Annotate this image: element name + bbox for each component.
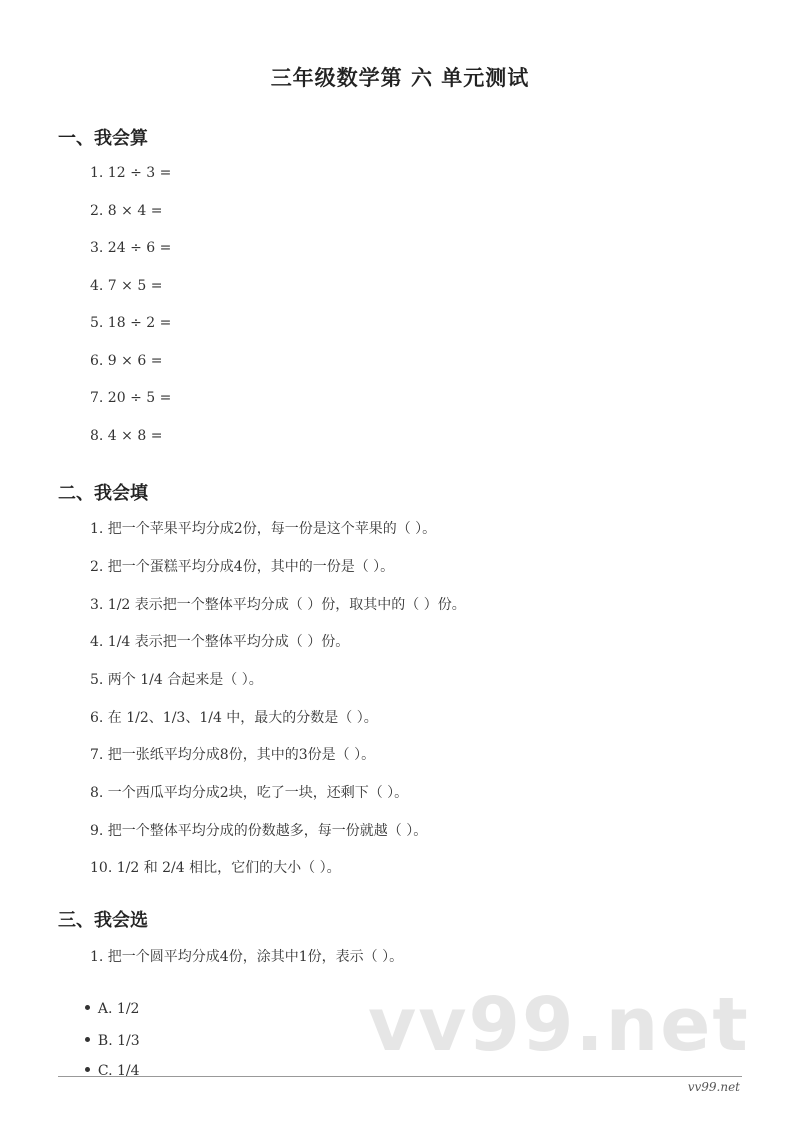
option-a xyxy=(76,985,139,1017)
watermark: vv99.net xyxy=(368,982,750,1068)
footer-site: vv99.net xyxy=(687,1080,740,1094)
option-c-label: C. 1/4 xyxy=(97,1063,140,1079)
calc-item-4: 4. 7 × 5 = xyxy=(90,278,163,294)
option-a-label: A. 1/2 xyxy=(97,1001,140,1017)
section-heading-fill: 二、我会填 xyxy=(58,483,148,504)
section-heading-choose: 三、我会选 xyxy=(58,910,148,931)
footer-divider xyxy=(58,1076,742,1077)
fill-item-6: 6. 在 1/2、1/3、1/4 中，最大的分数是（ ）。 xyxy=(90,710,378,726)
calc-item-3: 3. 24 ÷ 6 = xyxy=(90,240,172,256)
fill-item-10: 10. 1/2 和 2/4 相比，它们的大小（ ）。 xyxy=(90,860,341,876)
fill-item-3: 3. 1/2 表示把一个整体平均分成（ ）份，取其中的（ ）份。 xyxy=(90,597,466,613)
bullet-icon xyxy=(85,1067,90,1072)
page-title: 三年级数学第 六 单元测试 xyxy=(270,65,530,90)
option-c xyxy=(76,1047,140,1079)
bullet-icon xyxy=(85,1005,90,1010)
section-heading-calculate: 一、我会算 xyxy=(58,128,148,149)
choose-item-1: 1. 把一个圆平均分成4份，涂其中1份，表示（ ）。 xyxy=(90,949,404,965)
fill-item-2: 2. 把一个蛋糕平均分成4份，其中的一份是（ ）。 xyxy=(90,559,395,575)
calc-item-7: 7. 20 ÷ 5 = xyxy=(90,390,172,406)
fill-item-9: 9. 把一个整体平均分成的份数越多，每一份就越（ ）。 xyxy=(90,823,428,839)
fill-item-5: 5. 两个 1/4 合起来是（ ）。 xyxy=(90,672,263,688)
fill-item-8: 8. 一个西瓜平均分成2块，吃了一块，还剩下（ ）。 xyxy=(90,785,409,801)
option-b-label: B. 1/3 xyxy=(97,1033,140,1049)
option-b xyxy=(76,1017,140,1049)
calc-item-1: 1. 12 ÷ 3 = xyxy=(90,165,172,181)
calc-item-5: 5. 18 ÷ 2 = xyxy=(90,315,172,331)
calc-item-8: 8. 4 × 8 = xyxy=(90,428,163,444)
bullet-icon xyxy=(85,1037,90,1042)
fill-item-7: 7. 把一张纸平均分成8份，其中的3份是（ ）。 xyxy=(90,747,376,763)
calc-item-2: 2. 8 × 4 = xyxy=(90,203,163,219)
calc-item-6: 6. 9 × 6 = xyxy=(90,353,163,369)
fill-item-4: 4. 1/4 表示把一个整体平均分成（ ）份。 xyxy=(90,634,350,650)
fill-item-1: 1. 把一个苹果平均分成2份，每一份是这个苹果的（ ）。 xyxy=(90,521,437,537)
